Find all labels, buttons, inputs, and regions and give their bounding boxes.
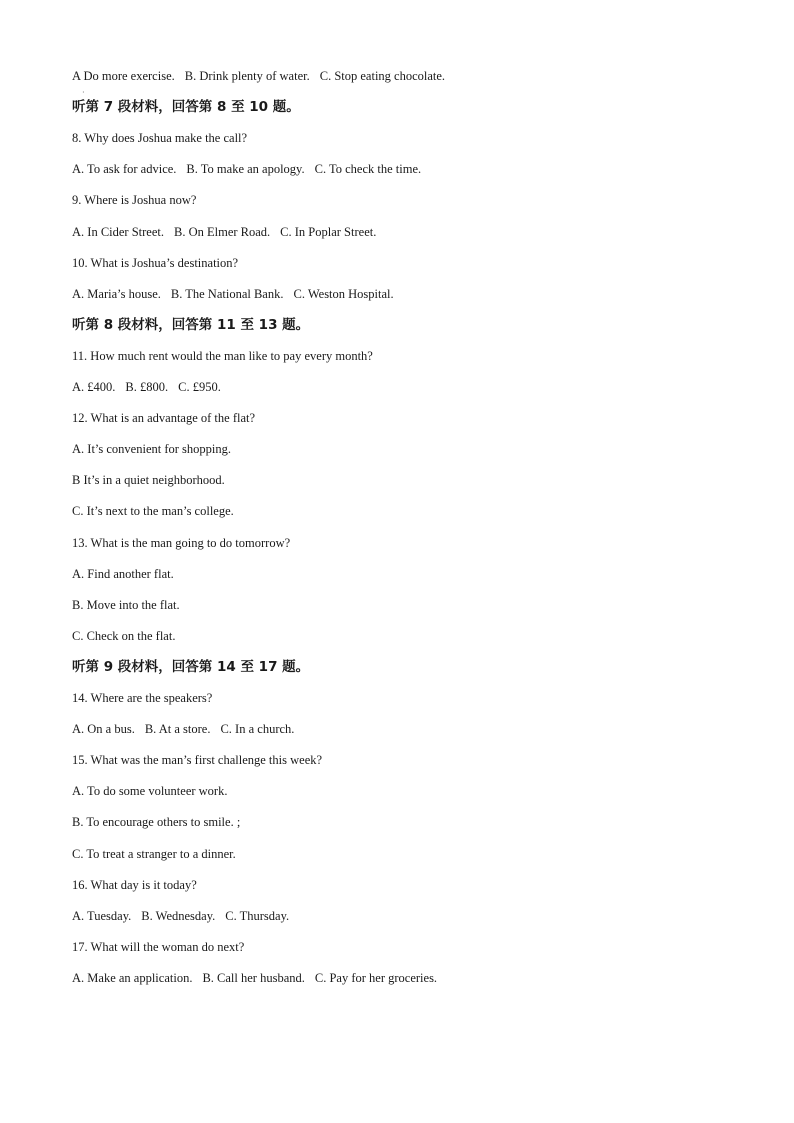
answer-option: A. To do some volunteer work.	[72, 784, 228, 799]
option-row	[72, 379, 221, 395]
answer-option: B. At a store.	[144, 722, 211, 737]
answer-option: C. To check the time.	[314, 162, 422, 177]
answer-option: B. The National Bank.	[170, 286, 284, 301]
answer-option: A. To ask for advice.	[72, 162, 177, 177]
section-heading: 听第 7 段材料，回答第 8 至 10 题。	[72, 99, 300, 116]
section-heading: 听第 8 段材料，回答第 11 至 13 题。	[72, 316, 310, 333]
question-text: 8. Why does Joshua make the call?	[72, 131, 248, 146]
answer-option: A. Make an application.	[72, 970, 193, 985]
option-row	[72, 908, 289, 924]
question-text: 10. What is Joshua’s destination?	[72, 255, 239, 270]
option-row	[72, 970, 437, 986]
option-row	[72, 721, 294, 737]
option-row	[72, 286, 394, 302]
option-row	[72, 224, 376, 240]
answer-option: B. Move into the flat.	[72, 597, 180, 612]
answer-option: B. To make an apology.	[186, 162, 305, 177]
answer-option: A. Maria’s house.	[72, 286, 161, 301]
answer-option: B. Drink plenty of water.	[184, 69, 310, 83]
question-text: 16. What day is it today?	[72, 877, 197, 892]
question-text: 14. Where are the speakers?	[72, 691, 213, 705]
answer-option: C. Stop eating chocolate.	[319, 69, 446, 83]
answer-option: C. It’s next to the man’s college.	[72, 504, 234, 519]
question-text: 9. Where is Joshua now?	[72, 193, 197, 208]
question-text: 11. How much rent would the man like to pay every month?	[72, 348, 373, 363]
answer-option: A. Find another flat.	[72, 566, 174, 581]
question-text: 17. What will the woman do next?	[72, 939, 245, 954]
section-heading: 听第 9 段材料，回答第 14 至 17 题。	[72, 658, 310, 675]
answer-option: A. £400.	[72, 380, 116, 394]
answer-option: C. In a church.	[220, 722, 295, 737]
answer-option: C. Thursday.	[225, 908, 290, 923]
stray-dot-mark: ·	[82, 88, 85, 97]
answer-option: C. To treat a stranger to a dinner.	[72, 846, 236, 861]
answer-option: B It’s in a quiet neighborhood.	[72, 473, 225, 488]
option-row	[72, 68, 445, 84]
answer-option: A. On a bus.	[72, 722, 135, 737]
question-text: 13. What is the man going to do tomorrow?	[72, 535, 291, 550]
question-text: 12. What is an advantage of the flat?	[72, 411, 256, 426]
answer-option: A. Tuesday.	[72, 908, 132, 923]
answer-option: B. Wednesday.	[141, 908, 216, 923]
answer-option: B. Call her husband.	[202, 970, 305, 985]
answer-option: C. Pay for her groceries.	[314, 970, 438, 985]
answer-option: C. Check on the flat.	[72, 628, 176, 643]
answer-option: B. £800.	[125, 380, 169, 394]
answer-option: B. On Elmer Road.	[174, 224, 271, 239]
answer-option: A Do more exercise.	[72, 69, 175, 83]
answer-option: C. In Poplar Street.	[280, 224, 377, 239]
answer-option: C. Weston Hospital.	[293, 286, 394, 301]
option-row	[72, 161, 421, 177]
question-text: 15. What was the man’s first challenge this week?	[72, 753, 323, 768]
answer-option: C. £950.	[178, 380, 221, 394]
answer-option: B. To encourage others to smile. ;	[72, 815, 241, 830]
answer-option: A. It’s convenient for shopping.	[72, 442, 232, 457]
answer-option: A. In Cider Street.	[72, 224, 164, 239]
